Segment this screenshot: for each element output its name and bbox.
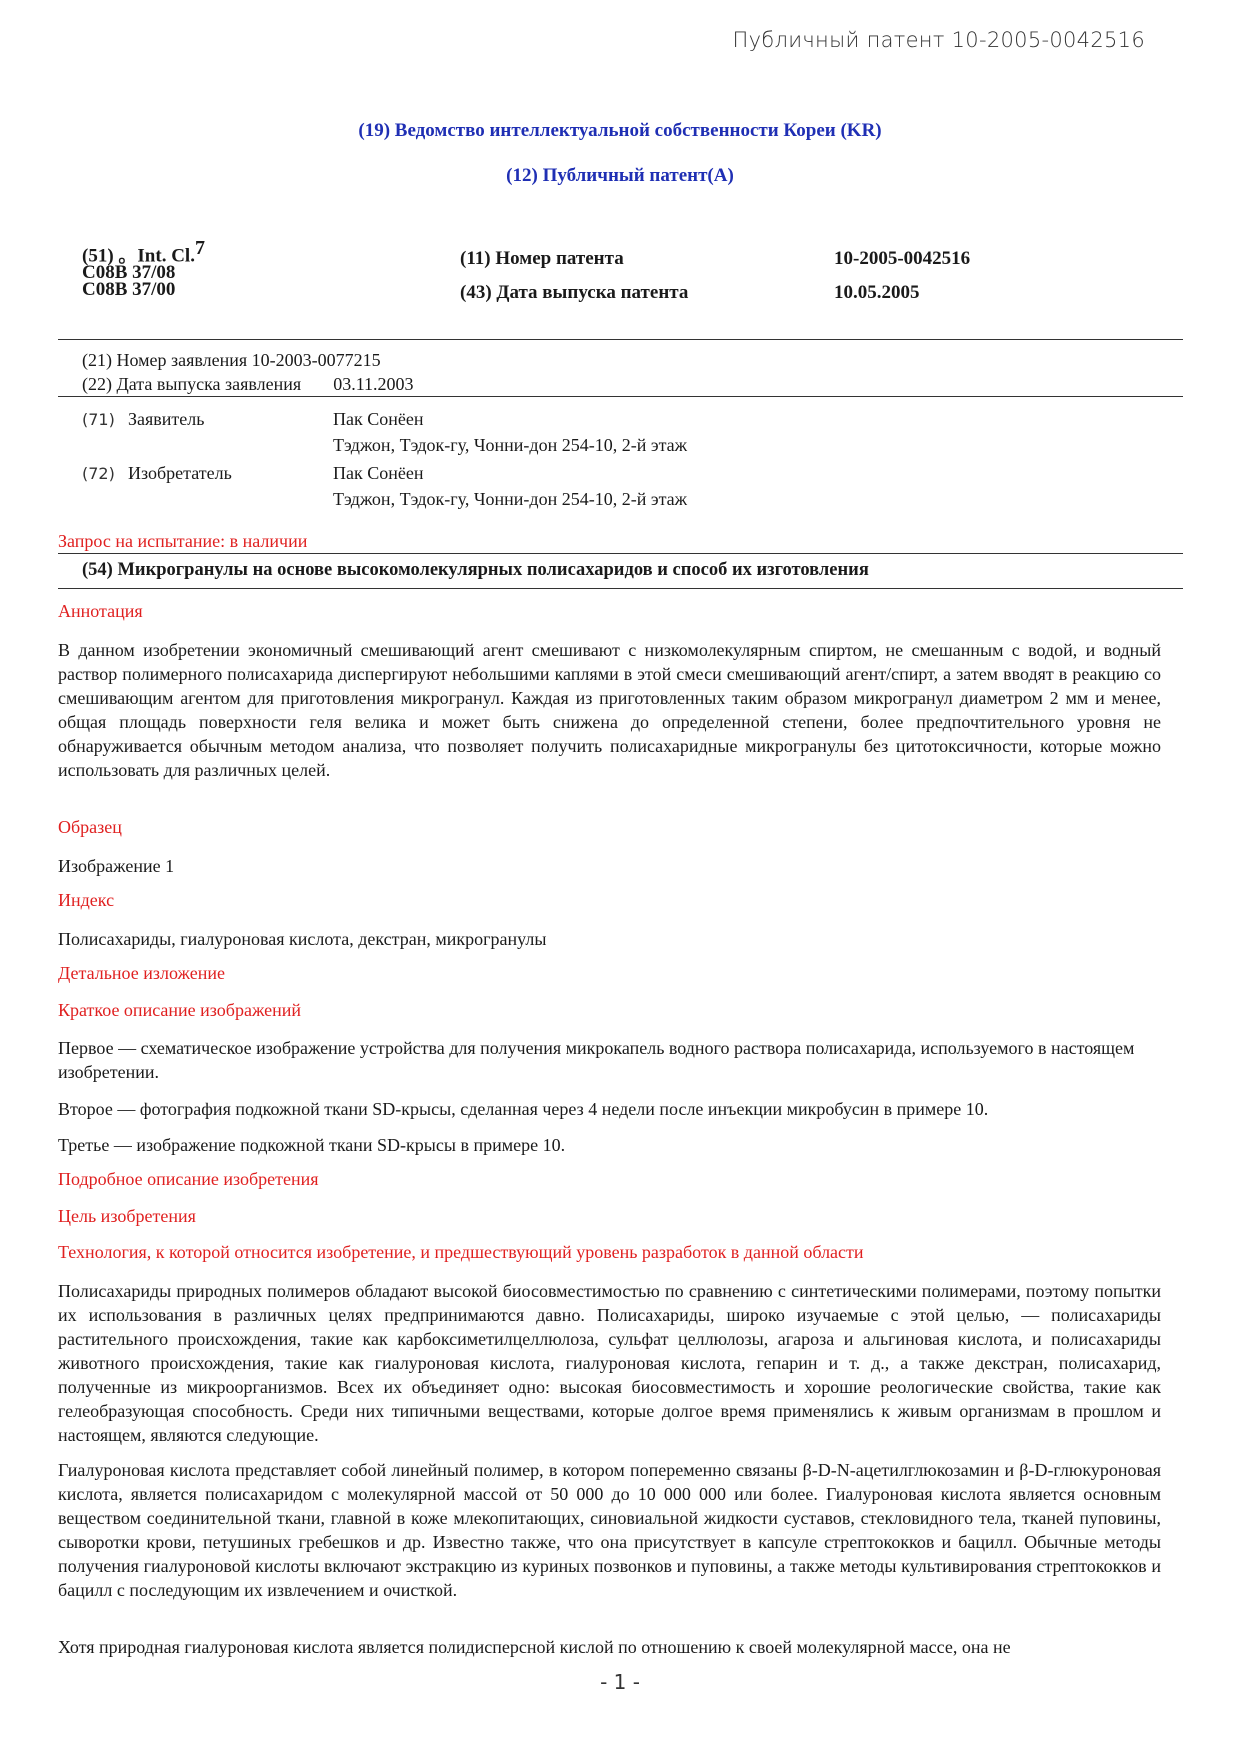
inventor-address: Тэджон, Тэдок-гу, Чонни-дон 254-10, 2-й этаж [333, 489, 688, 509]
document-id-header: Публичный патент 10-2005-0042516 [732, 28, 1145, 52]
divider [58, 588, 1183, 589]
applicant-code: (71) [82, 410, 115, 429]
inventor-role: Изобретатель [128, 463, 232, 483]
ipc-code-2: C08B 37/00 [82, 279, 176, 301]
abstract-heading: Аннотация [58, 601, 143, 621]
figure-3-description: Третье — изображение подкожной ткани SD-крысы в примере 10. [58, 1135, 566, 1155]
page-number: - 1 - [600, 1670, 640, 1694]
divider [58, 396, 1183, 397]
technical-field-heading: Технология, к которой относится изобретение, и предшествующий уровень разработок в данной области [58, 1242, 864, 1262]
application-number: (21) Номер заявления 10-2003-0077215 [82, 350, 381, 370]
index-heading: Индекс [58, 890, 115, 910]
divider [58, 339, 1183, 340]
patent-number-label: (11) Номер патента [460, 248, 624, 269]
patent-number: 10-2005-0042516 [834, 248, 971, 269]
invention-title: (54) Микрогранулы на основе высокомолекулярных полисахаридов и способ их изготовления [82, 560, 869, 580]
detailed-heading: Детальное изложение [58, 963, 225, 983]
application-date-row [82, 372, 414, 396]
detailed-description-heading: Подробное описание изобретения [58, 1169, 319, 1189]
paragraph-1: Полисахариды природных полимеров обладают высокой биосовместимостью по сравнению с синтетическими полимерами, поэтому попытки их использования в различных целях предпринимаются давно. Полисахариды, широко изучаемые с этой целью, — полисахариды растительного происхождения, такие как карбоксиметилцеллюлоза, сульфат целлюлозы, агароза и альгиновая кислота, и полисахариды животного происхождения, такие как гиалуроновая кислота, гиалуроновая кислота, гепарин и т. д., а также декстран, полисахарид, полученные из микроорганизмов. Всех их объединяет одно: высокая биосовместимость и хорошие реологические свойства, такие как гелеобразующая способность. Среди них типичными веществами, которые долгое время применялись к живым организмам в прошлом и настоящем, являются следующие. [58, 1281, 1161, 1445]
application-date-label: (22) Дата выпуска заявления [82, 374, 302, 394]
figure-1-description: Первое — схематическое изображение устройства для получения микрокапель водного раствора полисахарида, используемого в настоящем изобретении. [58, 1038, 1135, 1082]
sample-text: Изображение 1 [58, 856, 175, 876]
applicant-role: Заявитель [128, 409, 205, 429]
int-cl-label: (51) 。Int. Cl. [82, 245, 195, 267]
application-date: 03.11.2003 [333, 374, 414, 394]
applicant-name: Пак Сонёен [333, 409, 424, 429]
publication-date: 10.05.2005 [834, 282, 920, 303]
sample-heading: Образец [58, 817, 122, 837]
ipc-code-1: C08B 37/08 [82, 262, 176, 284]
abstract-text: В данном изобретении экономичный смешивающий агент смешивают с низкомолекулярным спиртом, не смешанным с водой, и водный раствор полимерного полисахарида диспергируют небольшими каплями в этой смеси смешивающий агент/спирт, а затем вводят в реакцию со смешивающим агентом для приготовления микрогранул. Каждая из приготовленных таким образом микрогранул диаметром 2 мм и менее, общая площадь поверхности геля велика и может быть снижена до определенной степени, более предпочтительного уровня не обнаруживается обычным методом анализа, что позволяет получить полисахаридные микрогранулы без цитотоксичности, которые можно использовать для различных целей. [58, 640, 1161, 780]
brief-description-heading: Краткое описание изображений [58, 1000, 302, 1020]
divider [58, 553, 1183, 554]
publication-kind-title: (12) Публичный патент(A) [506, 165, 734, 186]
index-keywords: Полисахариды, гиалуроновая кислота, декстран, микрогранулы [58, 929, 547, 949]
ipc-classification [82, 237, 205, 301]
office-title: (19) Ведомство интеллектуальной собственности Кореи (KR) [358, 120, 882, 141]
paragraph-2: Гиалуроновая кислота представляет собой линейный полимер, в котором попеременно связаны β-D-N-ацетилглюкозамин и β-D-глюкуроновая кислота, является полисахаридом с молекулярной массой от 50 000 до 10 000 000 или более. Гиалуроновая кислота является основным веществом соединительной ткани, главной в коже млекопитающих, синовиальной жидкости суставов, стекловидного тела, тканей пуповины, сыворотки крови, петушиных гребешков и др. Известно также, что она присутствует в капсуле стрептококков и бацилл. Обычные методы получения гиалуроновой кислоты включают экстракцию из куриных позвонков и пуповины, а также методы культивирования стрептококков и бацилл с последующим их извлечением и очисткой. [58, 1460, 1161, 1600]
publication-date-label: (43) Дата выпуска патента [460, 282, 689, 303]
purpose-heading: Цель изобретения [58, 1206, 196, 1226]
inventor-name: Пак Сонёен [333, 463, 424, 483]
int-cl-edition: 7 [194, 237, 205, 259]
inventor-code: (72) [82, 464, 115, 483]
figure-2-description: Второе — фотография подкожной ткани SD-крысы, сделанная через 4 недели после инъекции микробусин в примере 10. [58, 1099, 989, 1119]
applicant-address: Тэджон, Тэдок-гу, Чонни-дон 254-10, 2-й этаж [333, 435, 688, 455]
examination-request: Запрос на испытание: в наличии [58, 531, 308, 551]
paragraph-3: Хотя природная гиалуроновая кислота является полидисперсной кислой по отношению к своей молекулярной массе, она не [58, 1637, 1011, 1657]
